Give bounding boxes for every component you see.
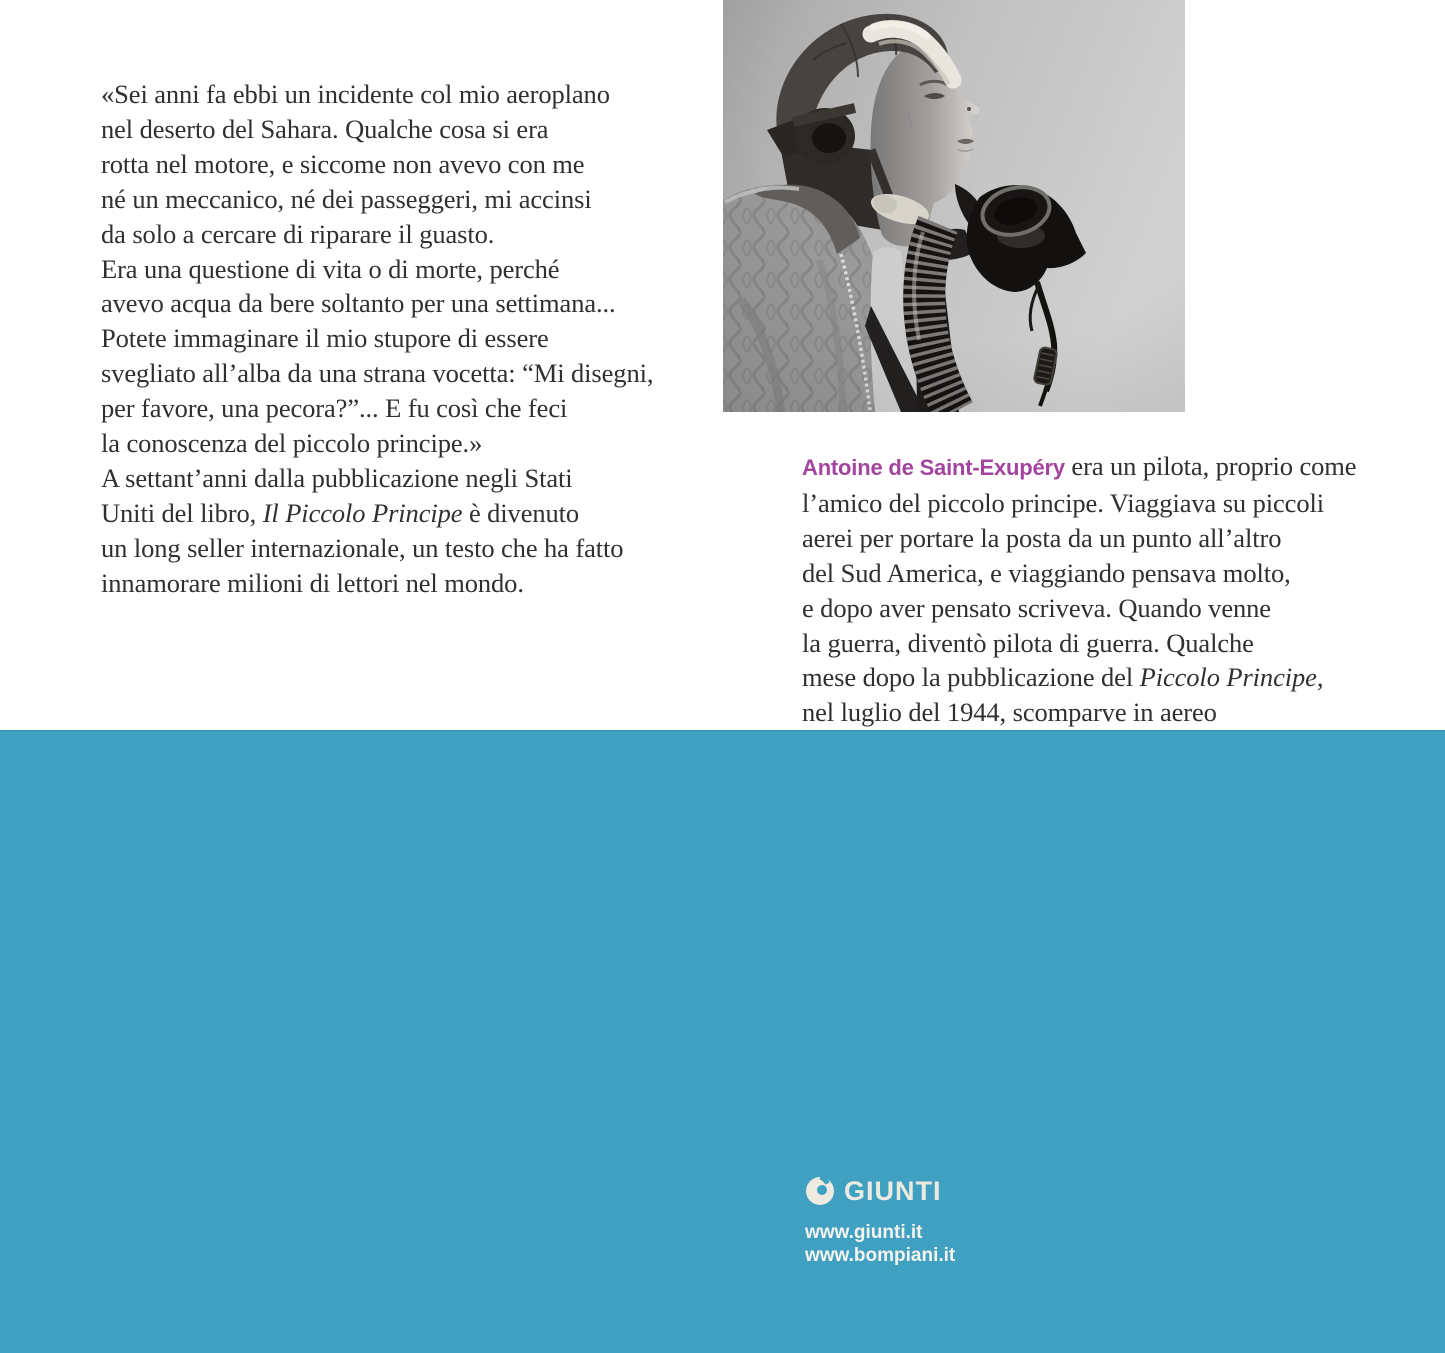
publisher-wordmark: GIUNTI xyxy=(844,1176,942,1206)
quote-text: Uniti del libro, xyxy=(101,497,263,528)
book-title-italic: Piccolo Principe xyxy=(1139,662,1317,693)
quote-line: Potete immaginare il mio stupore di essere xyxy=(101,323,549,354)
bio-text: , xyxy=(1316,662,1324,693)
quote-line: né un meccanico, né dei passeggeri, mi accinsi xyxy=(101,183,592,214)
quote-line: innamorare milioni di lettori nel mondo. xyxy=(101,567,524,598)
quote-line: A settant’anni dalla pubblicazione negli Stati xyxy=(101,462,573,493)
quote-line: «Sei anni fa ebbi un incidente col mio aeroplano xyxy=(101,79,610,109)
quote-line-with-title xyxy=(101,496,701,531)
bio-line-with-title xyxy=(802,660,1422,695)
giunti-logo-icon xyxy=(806,1177,834,1205)
website-bompiani: www.bompiani.it xyxy=(805,1245,956,1266)
bio-line: la guerra, diventò pilota di guerra. Qualche xyxy=(802,627,1254,658)
bio-line: aerei per portare la posta da un punto all’altro xyxy=(802,522,1282,553)
quote-line: Era una questione di vita o di morte, perché xyxy=(101,253,560,284)
publisher-logo xyxy=(806,1177,942,1205)
quote-text: è divenuto xyxy=(462,497,580,528)
quote-line: rotta nel motore, e siccome non avevo con me xyxy=(101,148,585,179)
bio-text: era un pilota, proprio come xyxy=(1064,451,1357,481)
quote-line: da solo a cercare di riparare il guasto. xyxy=(101,218,495,249)
bio-text: mese dopo la pubblicazione del xyxy=(802,662,1140,693)
quote-line: svegliato all’alba da una strana vocetta: “Mi disegni, xyxy=(101,358,654,389)
blue-band xyxy=(0,730,1445,1353)
bio-line-with-author xyxy=(802,449,1422,486)
author-name: Antoine de Saint-Exupéry xyxy=(802,455,1065,480)
quote-line: la conoscenza del piccolo principe.» xyxy=(101,428,483,459)
bio-line: e dopo aver pensato scriveva. Quando venne xyxy=(802,592,1271,623)
quote-block xyxy=(101,77,701,601)
quote-line: nel deserto del Sahara. Qualche cosa si era xyxy=(101,113,549,144)
website-giunti: www.giunti.it xyxy=(805,1222,923,1243)
publisher-websites xyxy=(805,1221,955,1267)
bio-line: del Sud America, e viaggiando pensava molto, xyxy=(802,557,1291,588)
quote-line: un long seller internazionale, un testo che ha fatto xyxy=(101,532,624,563)
author-bio-block xyxy=(802,449,1422,730)
book-title-italic: Il Piccolo Principe xyxy=(262,497,463,528)
quote-line: per favore, una pecora?”... E fu così che feci xyxy=(101,393,568,424)
author-photo xyxy=(723,0,1185,412)
quote-line: avevo acqua da bere soltanto per una settimana... xyxy=(101,288,616,319)
bio-line: nel luglio del 1944, scomparve in aereo xyxy=(802,697,1217,728)
bio-line: l’amico del piccolo principe. Viaggiava su piccoli xyxy=(802,487,1325,518)
